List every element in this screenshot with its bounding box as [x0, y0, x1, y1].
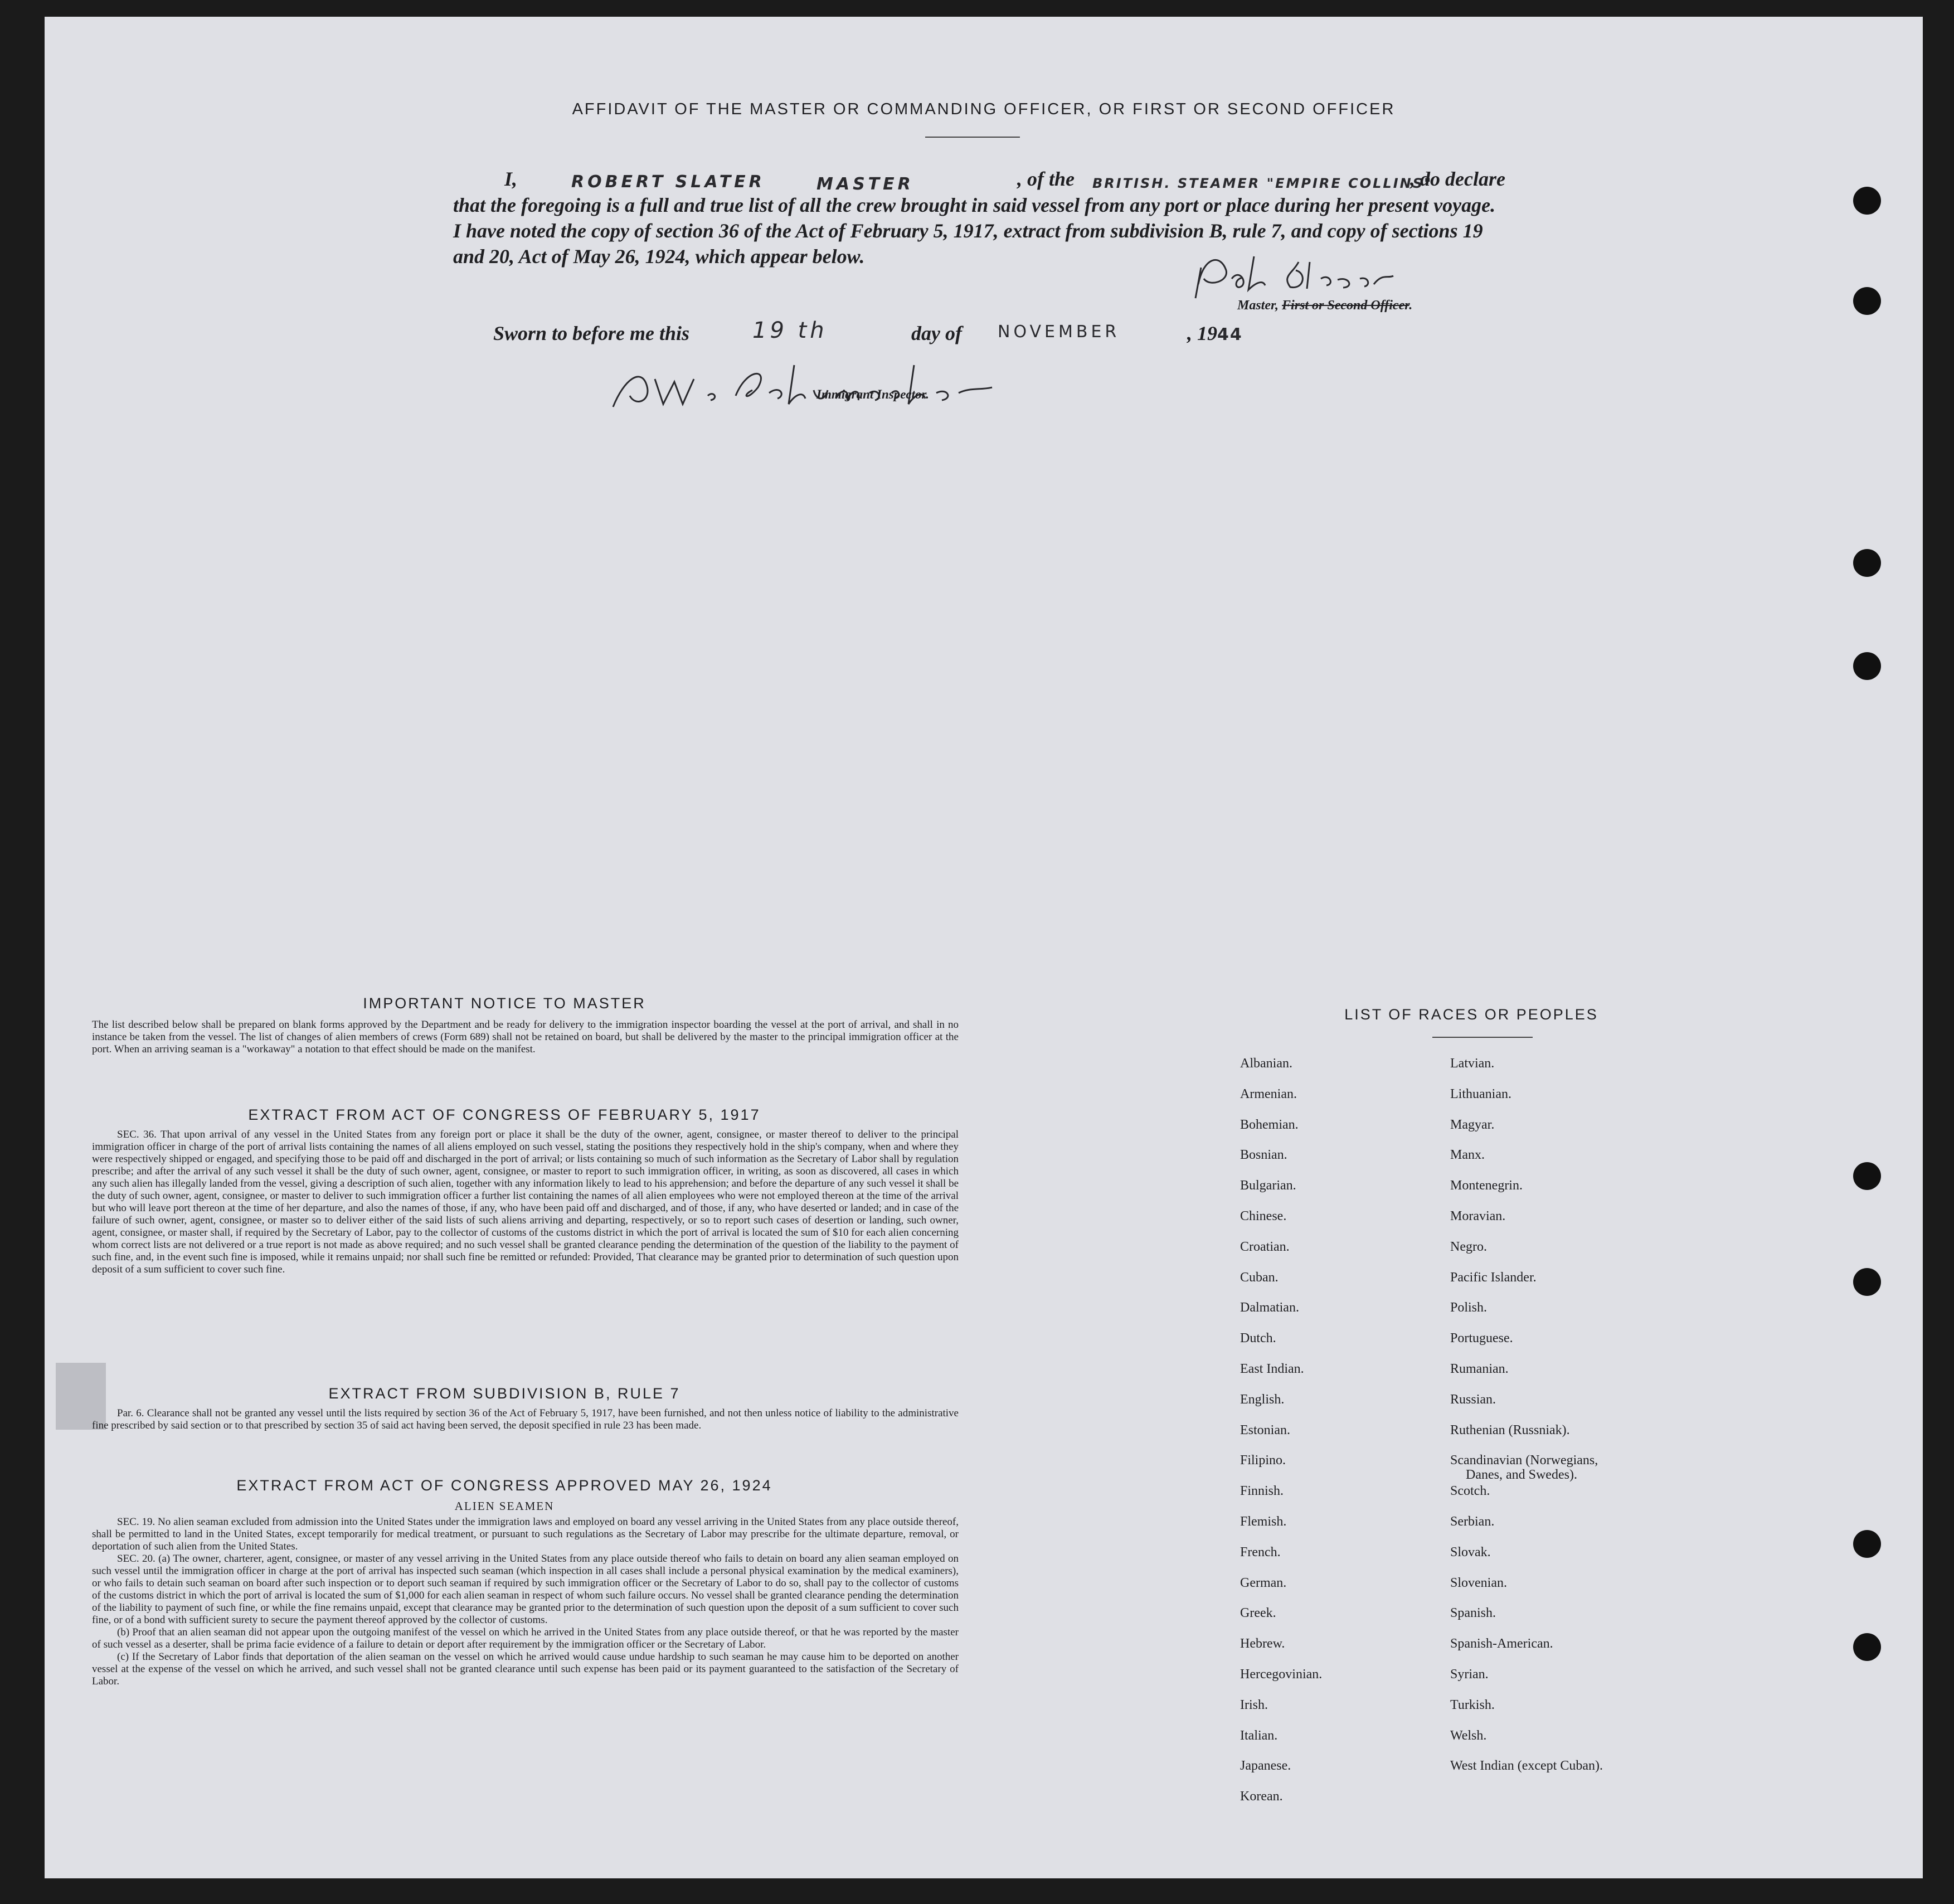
race-item: Lithuanian.: [1450, 1086, 1511, 1101]
sworn-month: NOVEMBER: [998, 322, 1120, 342]
punch-hole: [1853, 1162, 1881, 1190]
race-item: Pacific Islander.: [1450, 1270, 1537, 1285]
affidavit-heading: AFFIDAVIT OF THE MASTER OR COMMANDING OFFICER, OR FIRST OR SECOND OFFICER: [572, 100, 1396, 118]
sworn-label: Sworn to before me this: [493, 322, 690, 344]
race-item: Polish.: [1450, 1300, 1488, 1315]
race-item: Negro.: [1450, 1239, 1487, 1254]
alien-seamen-subheading: ALIEN SEAMEN: [454, 1499, 555, 1513]
extract-1917-heading: EXTRACT FROM ACT OF CONGRESS OF FEBRUARY 5, 1917: [248, 1106, 761, 1123]
inspector-signature: [602, 357, 1003, 418]
declaration-line-4: and 20, Act of May 26, 1924, which appear below.: [453, 245, 865, 268]
heading-divider: [925, 137, 1020, 138]
race-item: Bohemian.: [1240, 1117, 1299, 1132]
race-item: Croatian.: [1240, 1239, 1290, 1254]
race-item: Spanish.: [1450, 1606, 1496, 1621]
struck-officer-text: First or Second Officer: [1282, 298, 1409, 313]
race-item: Scandinavian (Norwegians,: [1450, 1453, 1598, 1468]
race-item: German.: [1240, 1575, 1287, 1590]
day-of-label: day of: [911, 322, 962, 344]
caption-end: .: [1409, 298, 1413, 313]
do-declare-label: , do declare: [1410, 168, 1505, 190]
race-item: Italian.: [1240, 1728, 1278, 1743]
punch-hole: [1853, 187, 1881, 215]
race-item: Dutch.: [1240, 1331, 1276, 1346]
race-item: Cuban.: [1240, 1270, 1279, 1285]
race-item: Moravian.: [1450, 1209, 1506, 1223]
punch-hole: [1853, 652, 1881, 680]
notice-heading: IMPORTANT NOTICE TO MASTER: [363, 995, 646, 1012]
race-item: Chinese.: [1240, 1209, 1287, 1223]
punch-hole: [1853, 549, 1881, 577]
sec20c-text: (c) If the Secretary of Labor finds that deportation of the alien seaman on the vessel on which he arrived would cause undue hardship to such seaman he may cause him to be deported on another vessel at the expense of the vessel on which he arrived, and such vessel shall not be granted clearance until such expense has been paid or its payment guaranteed to the satisfaction of the Secretary of Labor.: [92, 1651, 959, 1687]
sec20a-text: SEC. 20. (a) The owner, charterer, agent, consignee, or master of any vessel arriving in the United States from any place outside thereof who fails to detain on board any alien seaman employed on such vessel until the immigration officer in charge at the port of arrival has inspected such seaman (which inspection in all cases shall include a personal physical examination by the medical examiners), or who fails to detain such seaman on board after such inspection or to deport such seaman if required by such immigration officer or the Secretary of Labor to do so, shall pay to the collector of customs of the customs district in which the port of arrival is located the sum of $1,000 for each alien seaman in respect of whom such failure occurs. No vessel shall be granted clearance pending the determination of the liability to payment of such fine, or while the fine remains unpaid, except that clearance may be granted prior to the determination of such question upon the deposit of a sum sufficient to cover such fine, or of a bond with sufficient surety to secure the payment thereof approved by the collector of customs.: [92, 1553, 959, 1626]
notice-text: The list described below shall be prepared on blank forms approved by the Department and be ready for delivery to the immigration inspector boarding the vessel at the port of arrival, and shall in no instance be taken from the vessel. The list of changes of alien members of crews (Form 689) shall not be retained on board, but shall be delivered by the master to the principal immigration officer at the port. When an arriving seaman is a "workaway" a notation to that effect should be made on the manifest.: [92, 1019, 959, 1055]
race-item: English.: [1240, 1392, 1285, 1407]
race-item: Magyar.: [1450, 1117, 1495, 1132]
race-item: Danes, and Swedes).: [1466, 1468, 1577, 1483]
race-item: Portuguese.: [1450, 1331, 1513, 1346]
race-item: Flemish.: [1240, 1514, 1287, 1529]
race-item: Bosnian.: [1240, 1148, 1287, 1163]
race-item: Spanish-American.: [1450, 1636, 1553, 1652]
races-divider: [1432, 1037, 1533, 1038]
race-item: Armenian.: [1240, 1086, 1297, 1101]
inspector-caption: Immigrant Inspector.: [816, 387, 929, 401]
extract-1924-heading: EXTRACT FROM ACT OF CONGRESS APPROVED MAY 26, 1924: [236, 1477, 772, 1494]
race-item: French.: [1240, 1544, 1281, 1560]
race-item: Syrian.: [1450, 1667, 1489, 1682]
sec20b-text: (b) Proof that an alien seaman did not appear upon the outgoing manifest of the vessel on which he arrived in the United States from any place outside thereof, or that he was reported by the master of such vessel as a deserter, shall be prima facie evidence of a failure to detain or deport after requirement by the immigration officer or the Secretary of Labor.: [92, 1626, 959, 1650]
race-item: Welsh.: [1450, 1728, 1487, 1743]
race-item: Scotch.: [1450, 1484, 1490, 1499]
i-prefix: I,: [504, 168, 518, 190]
year-suffix: 44: [1217, 325, 1243, 344]
races-heading: LIST OF RACES OR PEOPLES: [1344, 1006, 1598, 1023]
race-item: Hebrew.: [1240, 1636, 1285, 1652]
race-item: Finnish.: [1240, 1484, 1284, 1499]
sec19-text: SEC. 19. No alien seaman excluded from admission into the United States under the immigration laws and employed on board any vessel arriving in the United States from any place outside thereof, shall be permitted to land in the United States, except temporarily for medical treatment, or pursuant to such regulations as the Secretary of Labor may prescribe for the ultimate departure, removal, or deportation of such alien from the United States.: [92, 1516, 959, 1552]
race-item: West Indian (except Cuban).: [1450, 1759, 1603, 1774]
rule7-text: Par. 6. Clearance shall not be granted any vessel until the lists required by section 36 of the Act of February 5, 1917, have been furnished, and not then unless notice of liability to the administrative fine prescribed by said section or to that prescribed by section 35 of said act having been served, the deposit specified in rule 23 has been made.: [92, 1407, 959, 1431]
race-item: Rumanian.: [1450, 1362, 1509, 1376]
race-item: Japanese.: [1240, 1759, 1291, 1774]
of-the-label: , of the: [1017, 168, 1075, 190]
extract-1917-text: SEC. 36. That upon arrival of any vessel in the United States from any foreign port or place it shall be the duty of the owner, agent, consignee, or master thereof to deliver to the principal immigration officer in charge of the port of arrival lists containing the names of all aliens employed on such vessel, stating the positions they respectively hold in the ship's company, when and where they were respectively shipped or engaged, and specifying those to be paid off and discharged in the port of arrival; or lists containing so much of such information as the Secretary of Labor shall by regulation prescribe; and after the arrival of any such vessel it shall be the duty of such owner, agent, consignee, or master to report to such immigration officer, in writing, as soon as discovered, all cases in which any such alien has illegally landed from the vessel, giving a description of such alien, together with any information likely to lead to his apprehension; and before the departure of any such vessel it shall be the duty of such owner, agent, consignee, or master to deliver to such immigration officer a further list containing the names of all alien employees who were not employed thereon at the time of the arrival but who will leave port thereon at the time of her departure, and also the names of those, if any, who have been paid off and discharged, and of those, if any, who have deserted or landed; and in case of the failure of such owner, agent, consignee, or master so to deliver either of the said lists of such aliens arriving and departing, respectively, or so to report such cases of desertion or landing, such owner, agent, consignee, or master shall, if required by the Secretary of Labor, pay to the collector of customs of the customs district in which the port of arrival is located the sum of $10 for each alien concerning whom correct lists are not delivered or a true report is not made as above required; and no such vessel shall be granted clearance pending the determination of the question of the liability to the payment of such fine, and, in the event such fine is imposed, while it remains unpaid; nor shall such fine be remitted or refunded: Provided, That clearance may be granted prior to determination of such question upon deposit of a sum sufficient to cover such fine.: [92, 1129, 959, 1275]
race-item: Hercegovinian.: [1240, 1667, 1323, 1682]
race-item: Bulgarian.: [1240, 1178, 1296, 1193]
race-item: East Indian.: [1240, 1362, 1304, 1376]
year-label: [1187, 320, 1243, 348]
race-item: Estonian.: [1240, 1422, 1290, 1437]
race-item: Dalmatian.: [1240, 1300, 1299, 1315]
race-item: Turkish.: [1450, 1697, 1495, 1712]
master-signature: [1187, 245, 1421, 307]
race-item: Serbian.: [1450, 1514, 1495, 1529]
race-item: Montenegrin.: [1450, 1178, 1523, 1193]
race-item: Latvian.: [1450, 1056, 1495, 1071]
sworn-day: 19 th: [752, 318, 828, 343]
punch-hole: [1853, 1530, 1881, 1558]
vessel-name: BRITISH. STEAMER "EMPIRE COLLINS": [1092, 176, 1433, 191]
declaration-line-1: [460, 166, 1541, 192]
extract-1924-sections: [92, 1516, 959, 1688]
punch-hole: [1853, 1633, 1881, 1661]
declaration-line-2: that the foregoing is a full and true list of all the crew brought in said vessel from any port or place during her present voyage.: [453, 194, 1496, 216]
race-item: Manx.: [1450, 1148, 1485, 1163]
race-item: Greek.: [1240, 1606, 1276, 1621]
rule7-heading: EXTRACT FROM SUBDIVISION B, RULE 7: [328, 1385, 681, 1402]
year-prefix: , 19: [1187, 322, 1217, 344]
document-page: [45, 17, 1923, 1878]
declaration-line-3: I have noted the copy of section 36 of the Act of February 5, 1917, extract from subdivision B, rule 7, and copy of sections 19: [453, 220, 1483, 242]
master-caption-text: Master,: [1237, 298, 1279, 313]
punch-hole: [1853, 287, 1881, 315]
race-item: Slovak.: [1450, 1544, 1491, 1560]
master-caption: [1237, 298, 1412, 313]
master-name: ROBERT SLATER: [571, 172, 765, 192]
master-rank: MASTER: [816, 174, 914, 194]
race-item: Russian.: [1450, 1392, 1496, 1407]
race-item: Ruthenian (Russniak).: [1450, 1422, 1570, 1437]
race-item: Irish.: [1240, 1697, 1268, 1712]
race-item: Slovenian.: [1450, 1575, 1507, 1590]
race-item: Albanian.: [1240, 1056, 1292, 1071]
race-item: Korean.: [1240, 1789, 1283, 1804]
punch-hole: [1853, 1268, 1881, 1296]
race-item: Filipino.: [1240, 1453, 1286, 1468]
